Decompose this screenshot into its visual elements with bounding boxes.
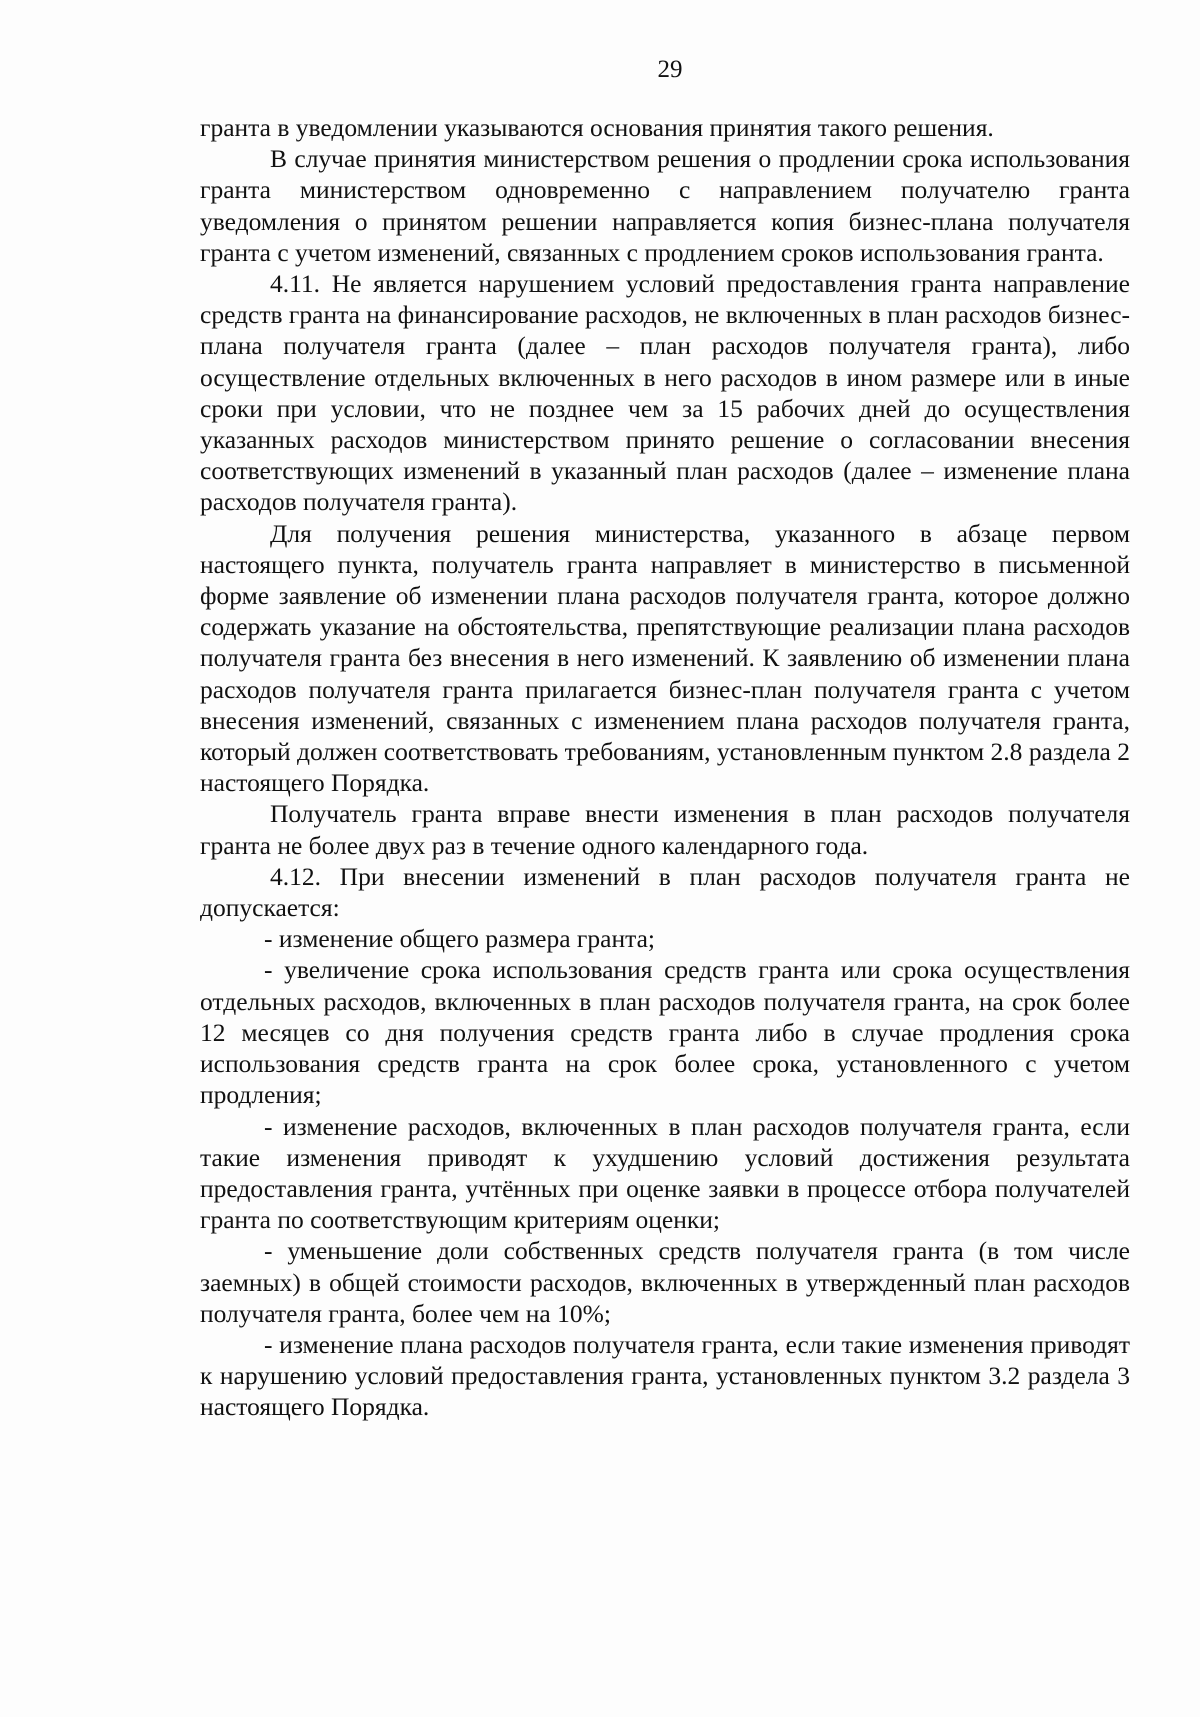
paragraph-application-procedure: Для получения решения министерства, указанного в абзаце первом настоящего пункта, получатель гранта направляет в министерство в письменной форме заявление об изменении плана расходов получателя гранта, которое должно содержать указание на обстоятельства, препятствующие реализации плана расходов получателя гранта без внесения в него изменений. К заявлению об изменении плана расходов получателя гранта прилагается бизнес-план получателя гранта с учетом внесения изменений, связанных с изменением плана расходов получателя гранта, который должен соответствовать требованиям, установленным пунктом 2.8 раздела 2 настоящего Порядка. [200, 518, 1130, 798]
paragraph-extension-notice: В случае принятия министерством решения о продлении срока использования гранта министерством одновременно с направлением получателю гранта уведомления о принятом решении направляется копия бизнес-плана получателя гранта с учетом изменений, связанных с продлением сроков использования гранта. [200, 144, 1130, 267]
paragraph-change-limit: Получатель гранта вправе внести изменения в план расходов получателя гранта не более двух раз в течение одного календарного года. [200, 799, 1130, 860]
list-item: - увеличение срока использования средств гранта или срока осуществления отдельных расходов, включенных в план расходов получателя гранта, на срок более 12 месяцев со дня получения средств гранта либо в случае продления срока использования средств гранта на срок более срока, установленного с учетом продления; [200, 955, 1130, 1110]
paragraph-clause-4-11: 4.11. Не является нарушением условий предоставления гранта направление средств гранта на финансирование расходов, не включенных в план расходов бизнес-плана получателя гранта (далее – план расходов получателя гранта), либо осуществление отдельных включенных в него расходов в ином размере или в иные сроки при условии, что не позднее чем за 15 рабочих дней до осуществления указанных расходов министерством принято решение о согласовании внесения соответствующих изменений в указанный план расходов (далее – изменение плана расходов получателя гранта). [200, 269, 1130, 517]
list-item: - изменение плана расходов получателя гранта, если такие изменения приводят к нарушению условий предоставления гранта, установленных пунктом 3.2 раздела 3 настоящего Порядка. [200, 1329, 1130, 1422]
list-item: - изменение расходов, включенных в план расходов получателя гранта, если такие изменения приводят к ухудшению условий достижения результата предоставления гранта, учтённых при оценке заявки в процессе отбора получателей гранта по соответствующим критериям оценки; [200, 1111, 1130, 1235]
paragraph-continuation: гранта в уведомлении указываются основания принятия такого решения. [200, 113, 994, 142]
paragraph-clause-4-12: 4.12. При внесении изменений в план расходов получателя гранта не допускается: [200, 861, 1130, 923]
list-item: - изменение общего размера гранта; [264, 924, 655, 954]
list-item: - уменьшение доли собственных средств получателя гранта (в том числе заемных) в общей стоимости расходов, включенных в утвержденный план расходов получателя гранта, более чем на 10%; [200, 1236, 1130, 1328]
document-body [200, 112, 1130, 1423]
page-number: 29 [657, 56, 683, 83]
